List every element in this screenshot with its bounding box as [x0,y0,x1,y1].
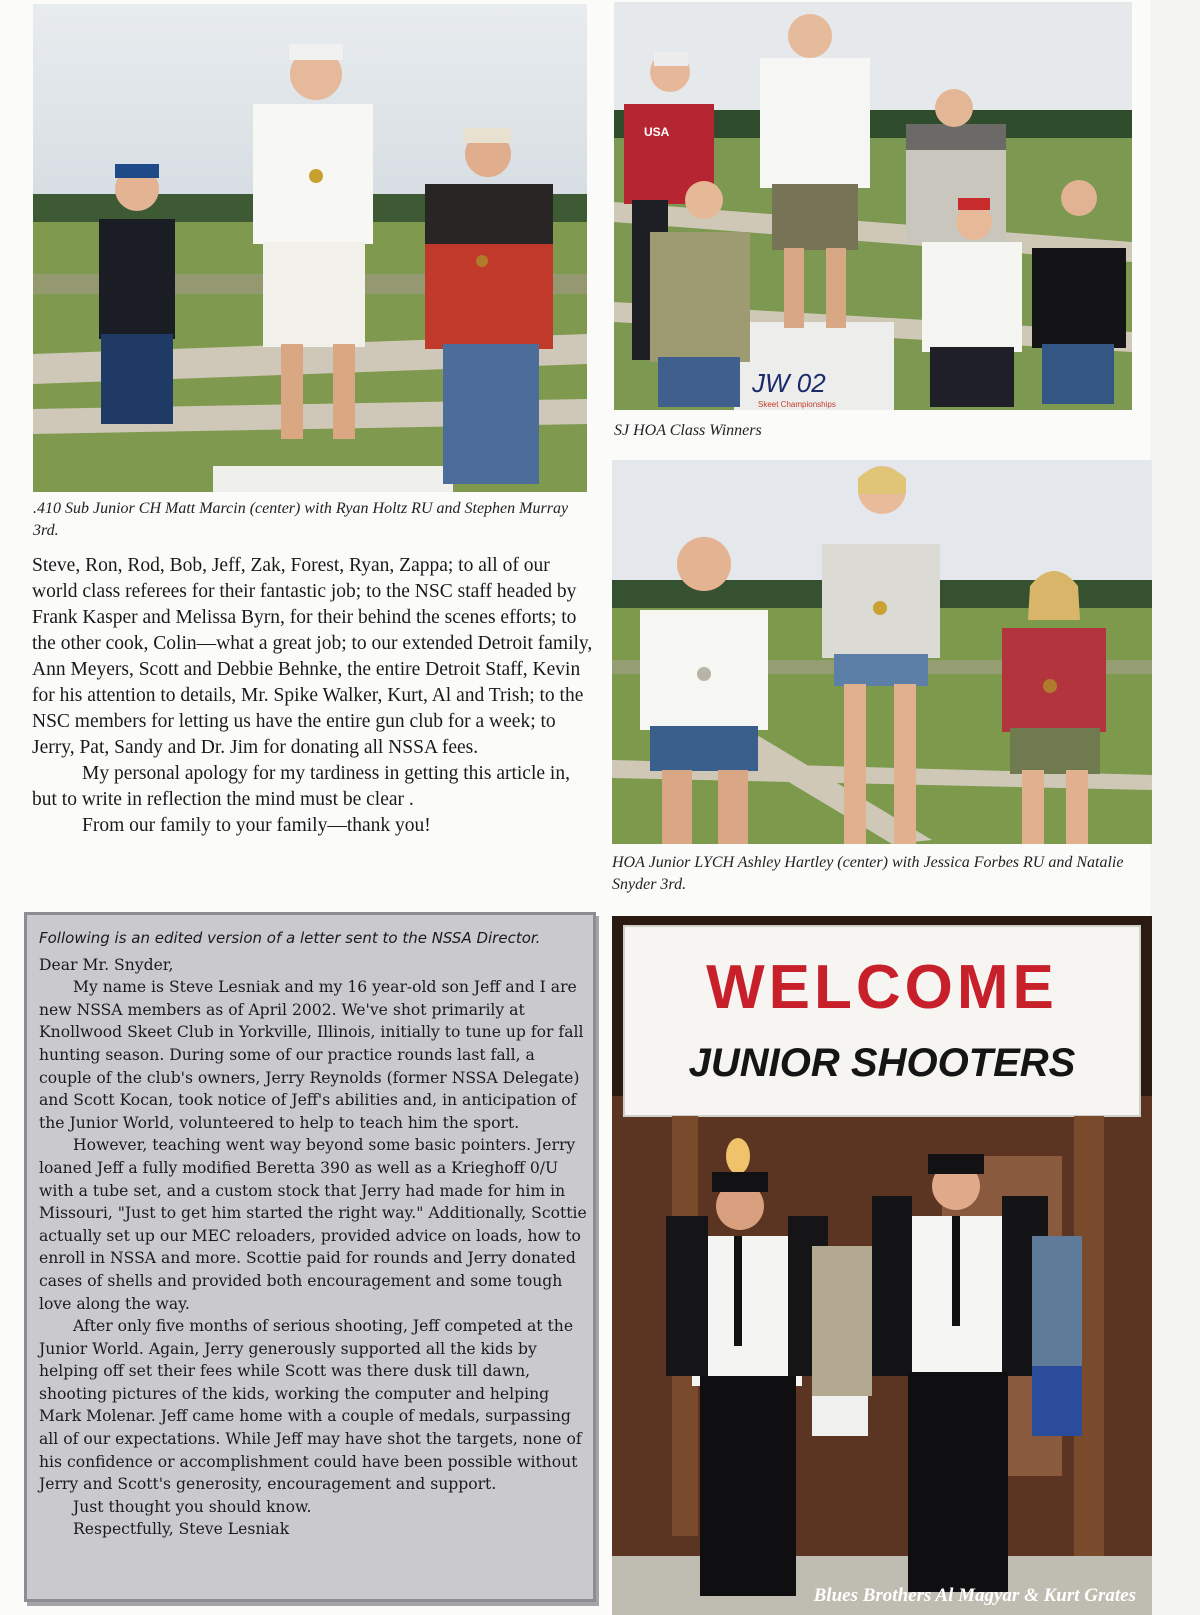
jw-logo-subtitle: Skeet Championships [758,400,836,409]
letter-intro: Following is an edited version of a letter sent to the NSSA Director. [39,929,541,947]
letter-paragraph-3: After only five months of serious shooting, Jeff competed at the Junior World. Again, Jerry generously supported all the kids by helping off set their fees while Scott was there dusk till dawn, shooting pictures of the kids, working the computer and helping Mark Molenar. Jeff came home with a couple of medals, surpassing all of our expectations. While Jeff may have shot the targets, none of his confidence or accomplishment could have been possible without Jerry and Scott's generosity, encouragement and support. [39,1317,582,1494]
usa-shirt-text: USA [644,125,670,139]
caption-sub-junior: .410 Sub Junior CH Matt Marcin (center) with Ryan Holtz RU and Stephen Murray 3rd. [33,500,569,539]
letter-paragraph-1: My name is Steve Lesniak and my 16 year-old son Jeff and I are new NSSA members as of April 2002. We've shot primarily at Knollwood Skeet Club in Yorkville, Illinois, initially to tune up for fall hunting season. During some of our practice rounds last fall, a couple of the club's owners, Jerry Reynolds (former NSSA Delegate) and Scott Kocan, took notice of Jeff's abilities and, in anticipation of the Junior World, volunteered to help to teach him the sport. [39,978,584,1132]
jw-logo: JW 02 [752,368,826,398]
caption-blues-brothers: Blues Brothers Al Magyar & Kurt Grates [813,1585,1136,1606]
article-paragraph-3: From our family to your family—thank you! [82,815,431,836]
letter-paragraph-2: However, teaching went way beyond some basic pointers. Jerry loaned Jeff a fully modified Beretta 390 as well as a Krieghoff 0/U with a tube set, and a custom stock that Jerry had made for him in Missouri, "Just to get him started the right way." Additionally, Scottie actually set up our MEC reloaders, provided advice on loads, how to enroll in NSSA and more. Scottie paid for rounds and Jerry donated cases of shells and provided both encouragement and some tough love along the way. [39,1136,587,1313]
article-paragraph-2: My personal apology for my tardiness in getting this article in, but to write in reflection the mind must be clear . [32,763,570,810]
photo-sub-junior-podium [33,4,587,492]
letter-paragraph-4: Just thought you should know. [73,1497,312,1516]
banner-welcome: WELCOME [706,953,1058,1022]
letter-closing: Respectfully, Steve Lesniak [73,1520,290,1539]
letter-salutation: Dear Mr. Snyder, [39,955,174,974]
caption-hoa-junior: HOA Junior LYCH Ashley Hartley (center) with Jessica Forbes RU and Natalie Snyder 3rd. [612,854,1124,893]
caption-sj-hoa: SJ HOA Class Winners [614,422,762,439]
article-body [32,553,597,839]
article-paragraph-1: Steve, Ron, Rod, Bob, Jeff, Zak, Forest, Ryan, Zappa; to all of our world class referees for their fantastic job; to the NSC staff headed by Frank Kasper and Melissa Byrn, for their behind the scenes efforts; to the other cook, Colin—what a great job; to our extended Detroit family, Ann Meyers, Scott and Debbie Behnke, the entire Detroit Staff, Kevin for his attention to details, Mr. Spike Walker, Kurt, Al and Trish; to the NSC members for letting us have the entire gun club for a week; to Jerry, Pat, Sandy and Dr. Jim for donating all NSSA fees. [32,555,593,758]
letter-box [24,912,596,1602]
banner-junior-shooters: JUNIOR SHOOTERS [688,1041,1076,1085]
photo-hoa-junior-podium [612,460,1152,844]
page-edge [1150,0,1200,1615]
letter-text [39,927,587,1541]
photo-sj-hoa-class-winners [614,2,1132,410]
photo-welcome-junior-shooters [612,916,1152,1615]
